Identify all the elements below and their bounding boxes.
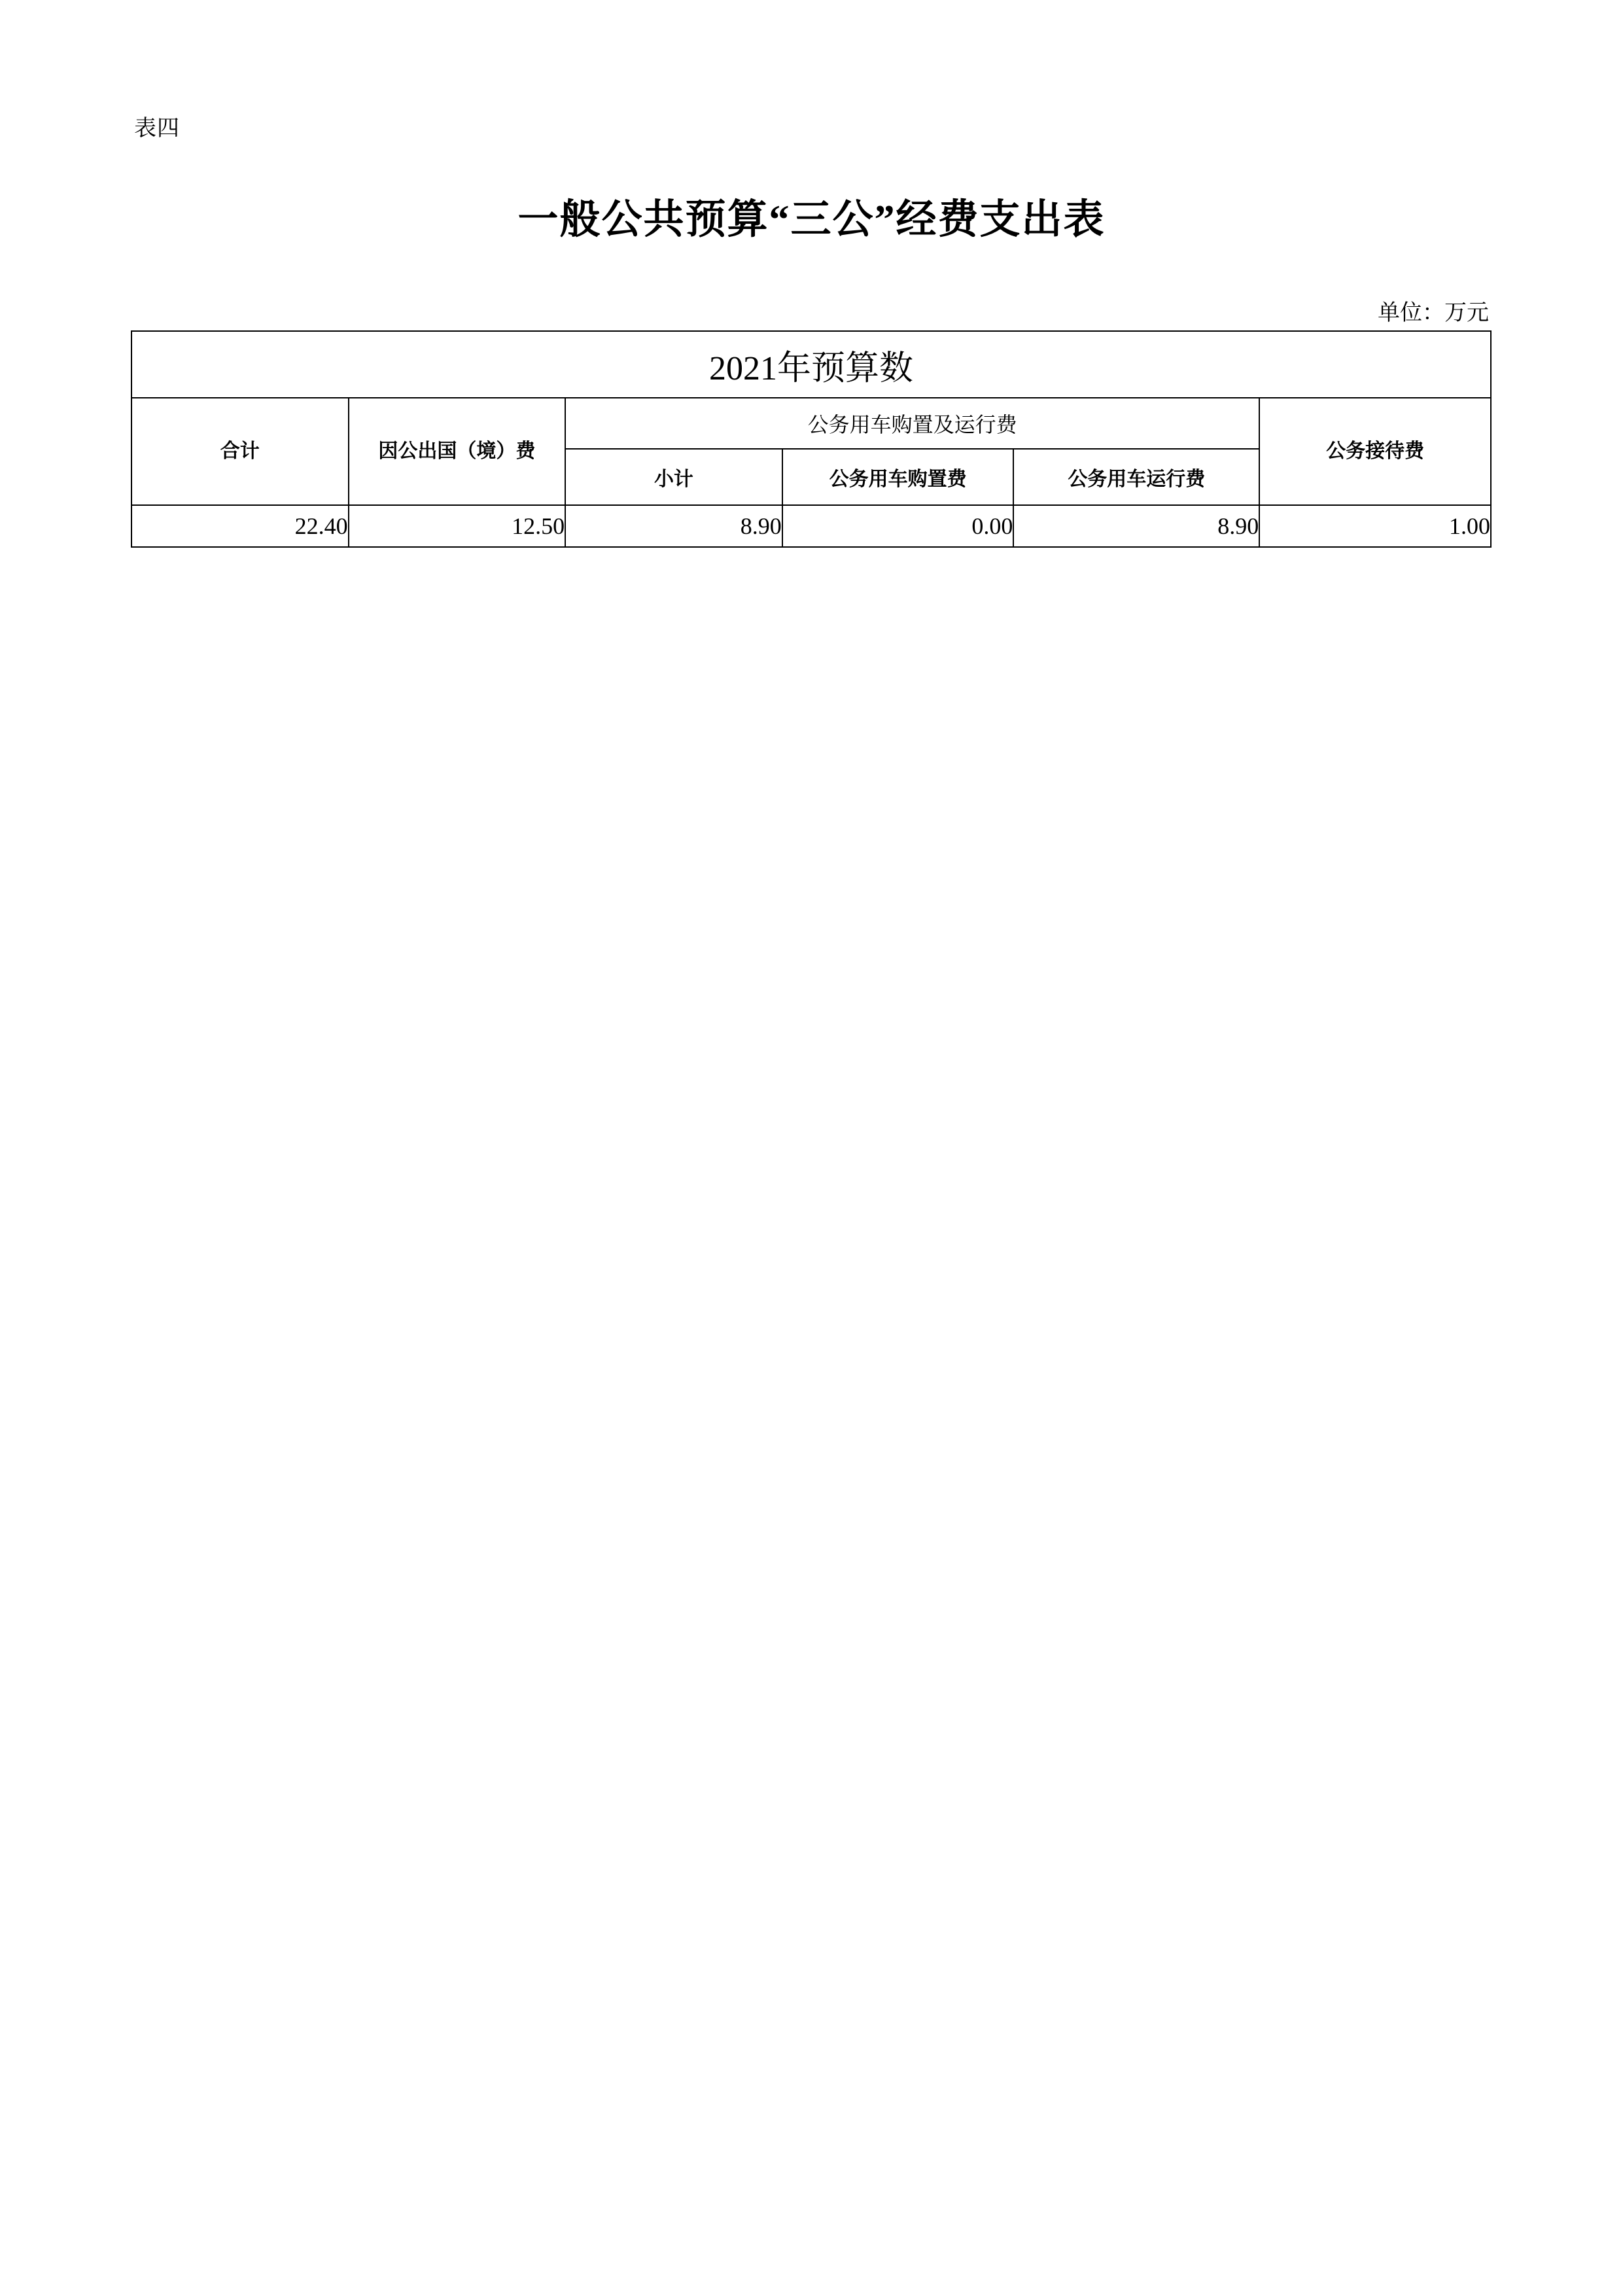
budget-table [131,330,1492,548]
header-vehicle-purchase: 公务用车购置费 [782,449,1014,505]
sheet-label: 表四 [134,116,180,141]
header-total: 合计 [131,398,349,505]
value-reception: 1.00 [1259,505,1491,547]
header-abroad: 因公出国（境）费 [349,398,566,505]
header-vehicle-subtotal: 小计 [565,449,782,505]
header-vehicle-running: 公务用车运行费 [1013,449,1259,505]
unit-note: 单位：万元 [1378,300,1489,325]
value-vehicle-running: 8.90 [1013,505,1259,547]
value-abroad: 12.50 [349,505,566,547]
table-row-header-top [131,398,1491,449]
year-header-cell: 2021年预算数 [131,331,1491,398]
value-vehicle-subtotal: 8.90 [565,505,782,547]
table-row-values [131,505,1491,547]
header-vehicle-group: 公务用车购置及运行费 [565,398,1259,449]
table-row-year [131,331,1491,398]
header-reception: 公务接待费 [1259,398,1491,505]
page-title: 一般公共预算“三公”经费支出表 [517,198,1106,242]
value-vehicle-purchase: 0.00 [782,505,1014,547]
value-total: 22.40 [131,505,349,547]
